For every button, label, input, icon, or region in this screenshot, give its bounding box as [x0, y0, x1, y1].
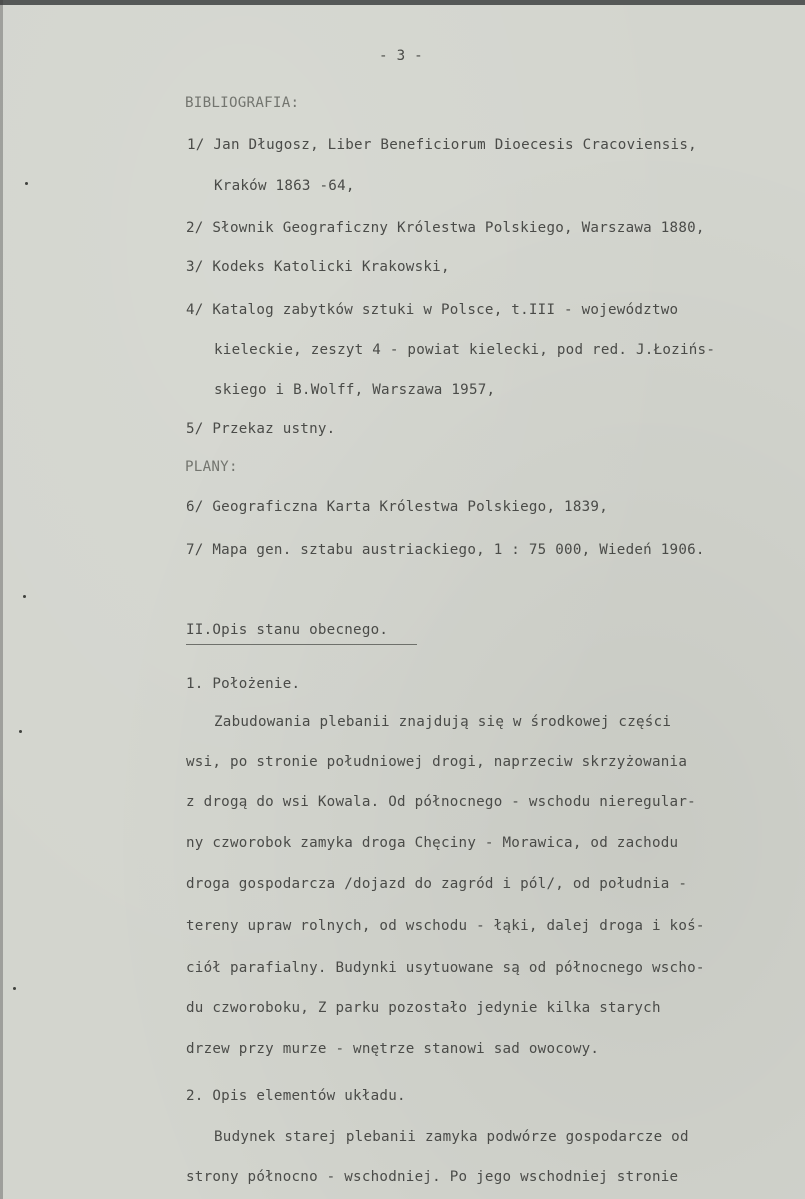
paragraph-line: du czworoboku, Z parku pozostało jedynie kilka starych — [186, 1000, 661, 1016]
page-number: - 3 - — [379, 48, 423, 64]
subsection-heading: 2. Opis elementów układu. — [186, 1088, 406, 1104]
bibliography-entry: Kraków 1863 -64, — [214, 178, 355, 194]
plans-heading: PLANY: — [185, 459, 238, 475]
plan-entry: 6/ Geograficzna Karta Królestwa Polskiego, 1839, — [186, 499, 608, 515]
paragraph-line: Budynek starej plebanii zamyka podwórze gospodarcze od — [214, 1129, 689, 1145]
paragraph-line: drzew przy murze - wnętrze stanowi sad owocowy. — [186, 1041, 600, 1057]
paragraph-line: z drogą do wsi Kowala. Od północnego - wschodu nieregular- — [186, 794, 696, 810]
scan-top-edge — [0, 0, 805, 5]
bibliography-entry: 2/ Słownik Geograficzny Królestwa Polskiego, Warszawa 1880, — [186, 220, 705, 236]
bibliography-entry: 1/ Jan Długosz, Liber Beneficiorum Dioecesis Cracoviensis, — [187, 137, 697, 153]
punch-mark — [23, 595, 26, 598]
bibliography-entry: 3/ Kodeks Katolicki Krakowski, — [186, 259, 450, 275]
bibliography-entry: 4/ Katalog zabytków sztuki w Polsce, t.III - województwo — [186, 302, 679, 318]
paragraph-line: ciół parafialny. Budynki usytuowane są od północnego wscho- — [186, 960, 705, 976]
paragraph-line: droga gospodarcza /dojazd do zagród i pól/, od południa - — [186, 876, 688, 892]
paragraph-line: strony północno - wschodniej. Po jego wschodniej stronie — [186, 1169, 679, 1185]
bibliography-heading: BIBLIOGRAFIA: — [185, 95, 300, 111]
paragraph-line: Zabudowania plebanii znajdują się w środkowej części — [214, 714, 672, 730]
bibliography-entry: 5/ Przekaz ustny. — [186, 421, 336, 437]
scan-left-edge — [0, 0, 3, 1199]
punch-mark — [13, 987, 16, 990]
plan-entry: 7/ Mapa gen. sztabu austriackiego, 1 : 75 000, Wiedeń 1906. — [186, 542, 705, 558]
bibliography-entry: kieleckie, zeszyt 4 - powiat kielecki, pod red. J.Łozińs- — [214, 342, 716, 358]
punch-mark — [19, 730, 22, 733]
paragraph-line: tereny upraw rolnych, od wschodu - łąki, dalej droga i koś- — [186, 918, 705, 934]
paragraph-line: ny czworobok zamyka droga Chęciny - Morawica, od zachodu — [186, 835, 679, 851]
section-heading-underline — [186, 644, 417, 645]
paragraph-line: wsi, po stronie południowej drogi, naprzeciw skrzyżowania — [186, 754, 688, 770]
punch-mark — [25, 182, 28, 185]
subsection-heading: 1. Położenie. — [186, 676, 301, 692]
section-heading: II.Opis stanu obecnego. — [186, 622, 389, 638]
bibliography-entry: skiego i B.Wolff, Warszawa 1957, — [214, 382, 496, 398]
